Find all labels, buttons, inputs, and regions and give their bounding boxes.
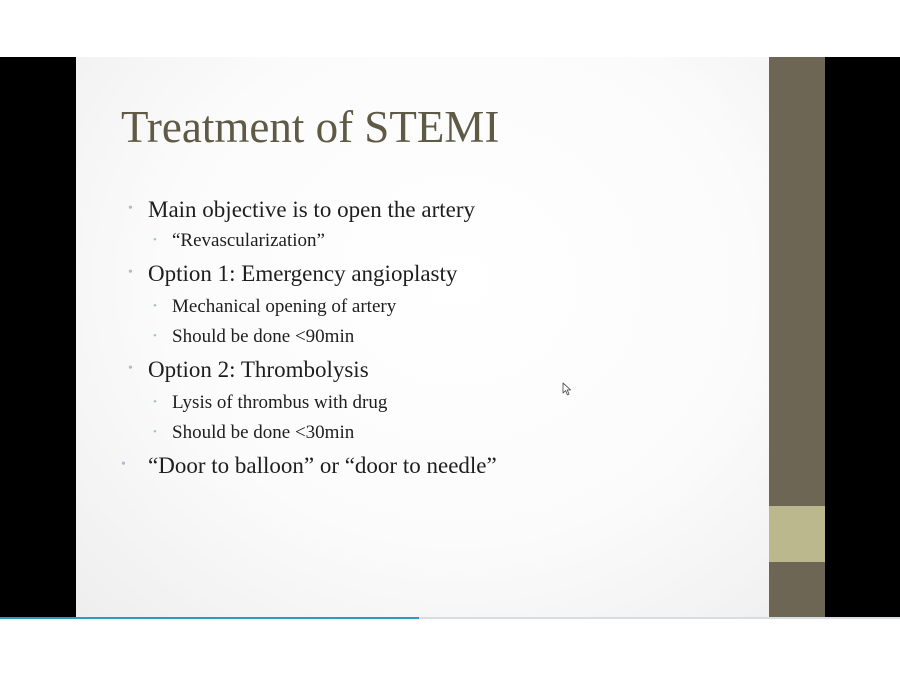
bullet-dot-icon: • bbox=[153, 426, 157, 438]
sub-bullet-text: Mechanical opening of artery bbox=[172, 296, 397, 317]
bullet-dot-icon: • bbox=[128, 265, 133, 280]
bullet-text: Main objective is to open the artery bbox=[148, 197, 476, 222]
slide-title: Treatment of STEMI bbox=[121, 102, 500, 152]
mouse-pointer-icon bbox=[562, 382, 572, 396]
sub-bullet-text: “Revascularization” bbox=[172, 230, 325, 251]
bullet-text: Option 2: Thrombolysis bbox=[148, 357, 369, 382]
video-progress-fill bbox=[0, 617, 419, 619]
bullet-dot-icon: • bbox=[128, 201, 133, 216]
video-progress-bar[interactable] bbox=[0, 617, 900, 619]
sub-bullet-text: Should be done <30min bbox=[172, 422, 355, 443]
bullet-list bbox=[76, 57, 769, 618]
bullet-text: “Door to balloon” or “door to needle” bbox=[148, 453, 497, 478]
bullet-dot-icon: • bbox=[153, 330, 157, 342]
sub-bullet-text: Lysis of thrombus with drug bbox=[172, 392, 388, 413]
bullet-dot-icon: • bbox=[121, 457, 126, 472]
bullet-dot-icon: • bbox=[153, 234, 157, 246]
bullet-dot-icon: • bbox=[153, 396, 157, 408]
sub-bullet-text: Should be done <90min bbox=[172, 326, 355, 347]
slide-side-accent bbox=[769, 506, 825, 562]
bullet-text: Option 1: Emergency angioplasty bbox=[148, 261, 458, 286]
bullet-dot-icon: • bbox=[128, 361, 133, 376]
bullet-dot-icon: • bbox=[153, 300, 157, 312]
presentation-slide bbox=[76, 57, 769, 618]
